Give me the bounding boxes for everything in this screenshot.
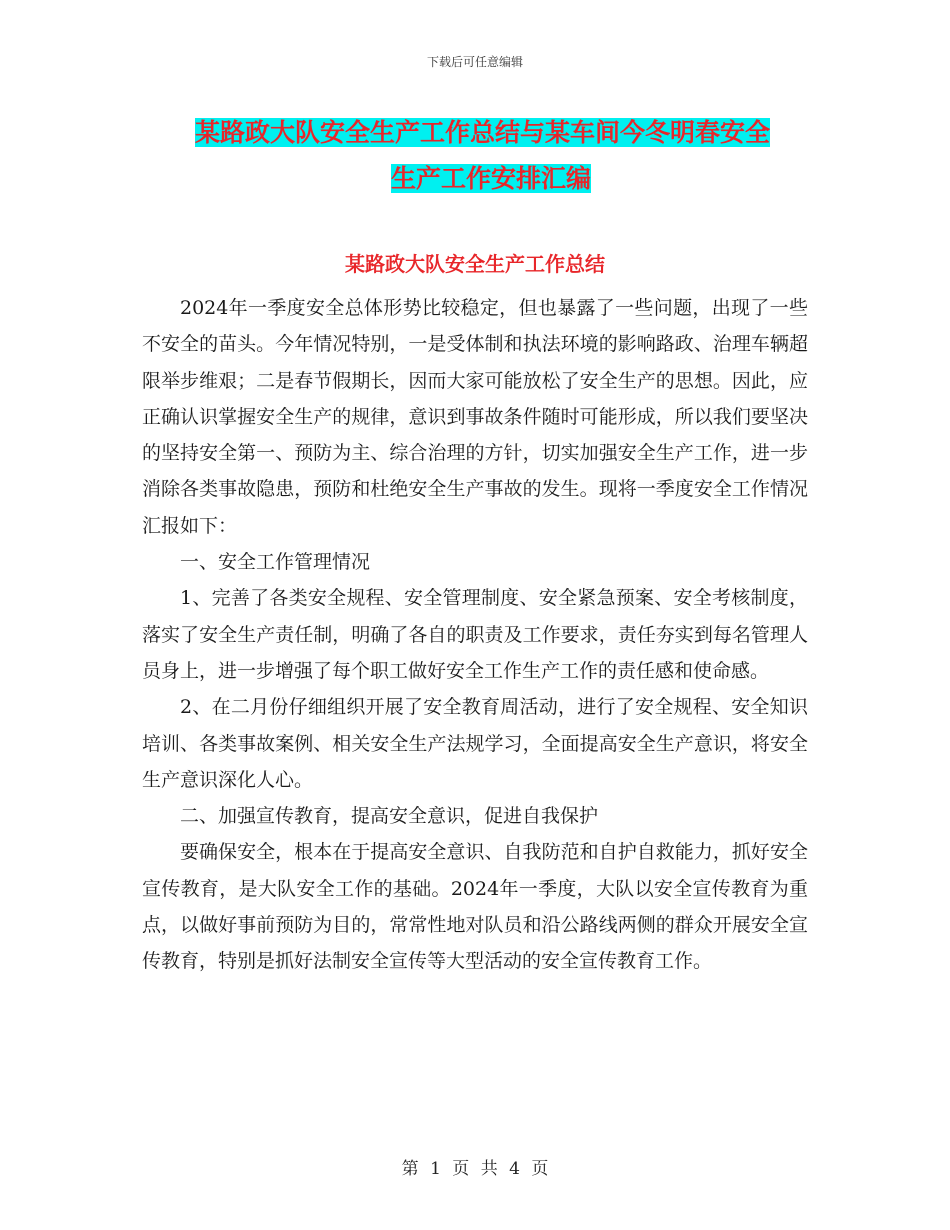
header-note: 下载后可任意编辑: [426, 55, 523, 69]
heading-education: 二、加强宣传教育，提高安全意识，促进自我保护: [180, 805, 599, 828]
section-title: 某路政大队安全生产工作总结: [345, 252, 605, 276]
document-title: [195, 110, 815, 202]
heading-management: 一、安全工作管理情况: [180, 551, 371, 574]
document-body: [142, 290, 808, 980]
page-footer: 第 1 页 共 4 页: [401, 1159, 549, 1179]
title-line-1: 某路政大队安全生产工作总结与某车间今冬明春安全: [195, 118, 771, 147]
paragraph-item-2: 2、在二月份仔细组织开展了安全教育周活动，进行了安全规程、安全知识培训、各类事故案例、相关安全生产法规学习，全面提高安全生产意识，将安全生产意识深化人心。: [142, 696, 808, 791]
paragraph-intro: 2024年一季度安全总体形势比较稳定，但也暴露了一些问题，出现了一些不安全的苗头。今年情况特别，一是受体制和执法环境的影响路政、治理车辆超限举步维艰；二是春节假期长，因而大家可能放松了安全生产的思想。因此，应正确认识掌握安全生产的规律，意识到事故条件随时可能形成，所以我们要坚决的坚持安全第一、预防为主、综合治理的方针，切实加强安全生产工作，进一步消除各类事故隐患，预防和杜绝安全生产事故的发生。现将一季度安全工作情况汇报如下：: [142, 297, 808, 537]
paragraph-education: 要确保安全，根本在于提高安全意识、自我防范和自护自救能力，抓好安全宣传教育，是大队安全工作的基础。2024年一季度，大队以安全宣传教育为重点，以做好事前预防为目的，常常性地对队员和沿公路线两侧的群众开展安全宣传教育，特别是抓好法制安全宣传等大型活动的安全宣传教育工作。: [142, 841, 808, 973]
title-line-2: 生产工作安排汇编: [390, 164, 591, 193]
paragraph-item-1: 1、完善了各类安全规程、安全管理制度、安全紧急预案、安全考核制度，落实了安全生产责任制，明确了各自的职责及工作要求，责任夯实到每名管理人员身上，进一步增强了每个职工做好安全工作生产工作的责任感和使命感。: [142, 587, 808, 682]
